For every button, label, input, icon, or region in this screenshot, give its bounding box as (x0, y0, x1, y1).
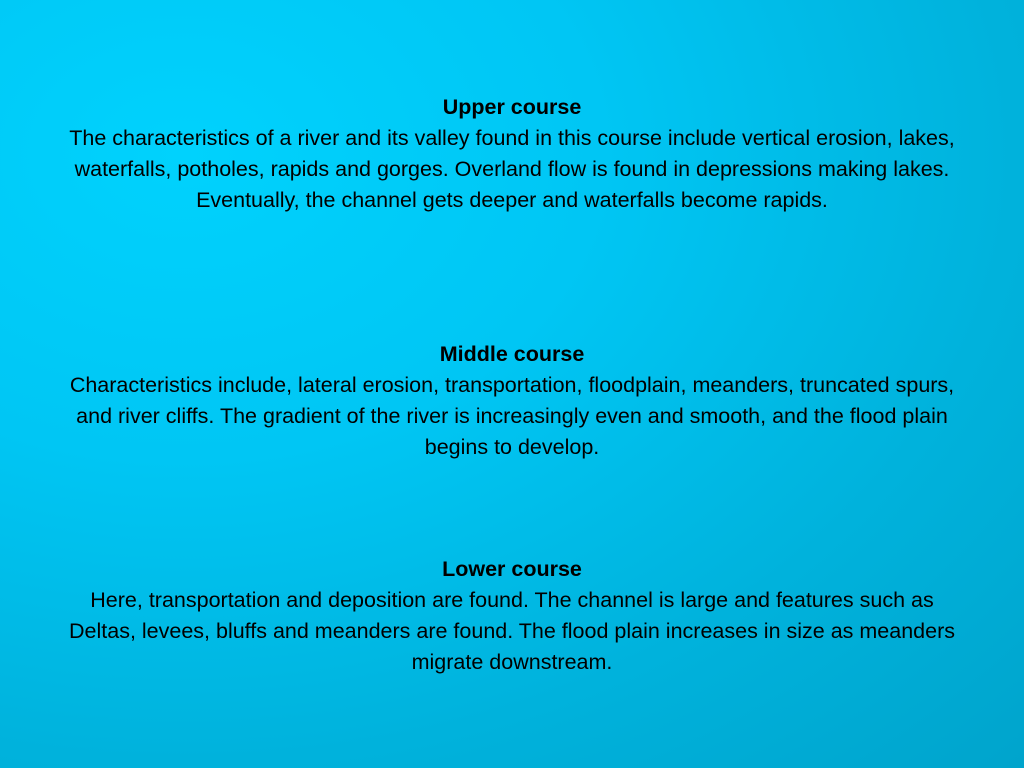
upper-course-section (60, 92, 964, 216)
middle-course-section (60, 339, 964, 463)
lower-course-heading: Lower course (442, 557, 582, 581)
lower-course-section (60, 554, 964, 678)
middle-course-text: Characteristics include, lateral erosion, transportation, floodplain, meanders, truncated spurs, and river cliffs. The gradient of the river is increasingly even and smooth, and the flood plain begins to develop. (69, 373, 955, 459)
lower-course-text: Here, transportation and deposition are found. The channel is large and features such as Deltas, levees, bluffs and meanders are found. The flood plain increases in size as meanders migrate downstream. (69, 588, 955, 674)
upper-course-heading: Upper course (442, 95, 582, 119)
upper-course-text: The characteristics of a river and its valley found in this course include vertical erosion, lakes, waterfalls, potholes, rapids and gorges. Overland flow is found in depressions making lakes. Eventually, the channel gets deeper and waterfalls become rapids. (69, 126, 955, 212)
middle-course-heading: Middle course (439, 342, 585, 366)
